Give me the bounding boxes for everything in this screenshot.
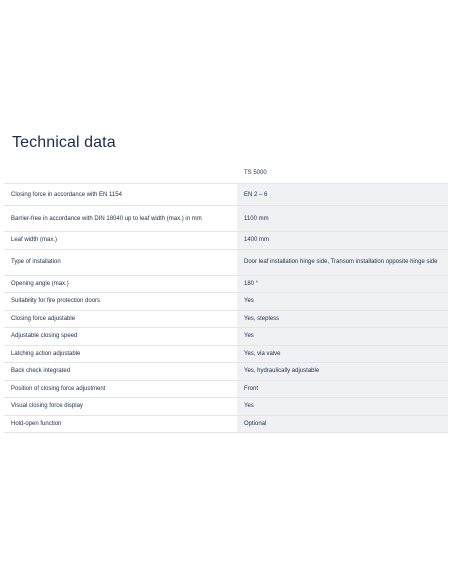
row-label: Opening angle (max.) bbox=[4, 275, 237, 293]
table-row bbox=[4, 398, 448, 416]
table-row bbox=[4, 415, 448, 433]
header-label-cell bbox=[4, 162, 237, 184]
row-value: Yes, stepless bbox=[237, 310, 448, 328]
table-row bbox=[4, 380, 448, 398]
row-value: Yes bbox=[237, 293, 448, 311]
row-value: Yes, via valve bbox=[237, 345, 448, 363]
row-label: Adjustable closing speed bbox=[4, 328, 237, 346]
page-title: Technical data bbox=[12, 134, 116, 151]
table-row bbox=[4, 293, 448, 311]
row-label: Position of closing force adjustment bbox=[4, 380, 237, 398]
row-label: Latching action adjustable bbox=[4, 345, 237, 363]
row-value: 180 ° bbox=[237, 275, 448, 293]
table-row bbox=[4, 310, 448, 328]
row-value: Optional bbox=[237, 415, 448, 433]
table-row bbox=[4, 184, 448, 206]
column-header-product: TS 5000 bbox=[237, 162, 448, 184]
row-label: Closing force in accordance with EN 1154 bbox=[4, 184, 237, 206]
row-value: Yes bbox=[237, 328, 448, 346]
table-row bbox=[4, 275, 448, 293]
table-row bbox=[4, 328, 448, 346]
row-label: Type of installation bbox=[4, 249, 237, 275]
table-row bbox=[4, 345, 448, 363]
row-label: Leaf width (max.) bbox=[4, 232, 237, 250]
technical-data-table bbox=[4, 162, 448, 433]
row-value: 1400 mm bbox=[237, 232, 448, 250]
row-value: EN 2 – 6 bbox=[237, 184, 448, 206]
table-row bbox=[4, 232, 448, 250]
row-label: Hold-open function bbox=[4, 415, 237, 433]
row-label: Back check integrated bbox=[4, 363, 237, 381]
table-row bbox=[4, 363, 448, 381]
row-value: Front bbox=[237, 380, 448, 398]
row-label: Closing force adjustable bbox=[4, 310, 237, 328]
row-value: 1100 mm bbox=[237, 206, 448, 232]
table-row bbox=[4, 249, 448, 275]
table-row bbox=[4, 206, 448, 232]
row-value: Yes bbox=[237, 398, 448, 416]
row-value: Door leaf installation hinge side, Transom installation opposite hinge side bbox=[237, 249, 448, 275]
table-header-row bbox=[4, 162, 448, 184]
row-label: Suitability for fire protection doors bbox=[4, 293, 237, 311]
row-label: Barrier-free in accordance with DIN 18040 up to leaf width (max.) in mm bbox=[4, 206, 237, 232]
row-label: Visual closing force display bbox=[4, 398, 237, 416]
row-value: Yes, hydraulically adjustable bbox=[237, 363, 448, 381]
